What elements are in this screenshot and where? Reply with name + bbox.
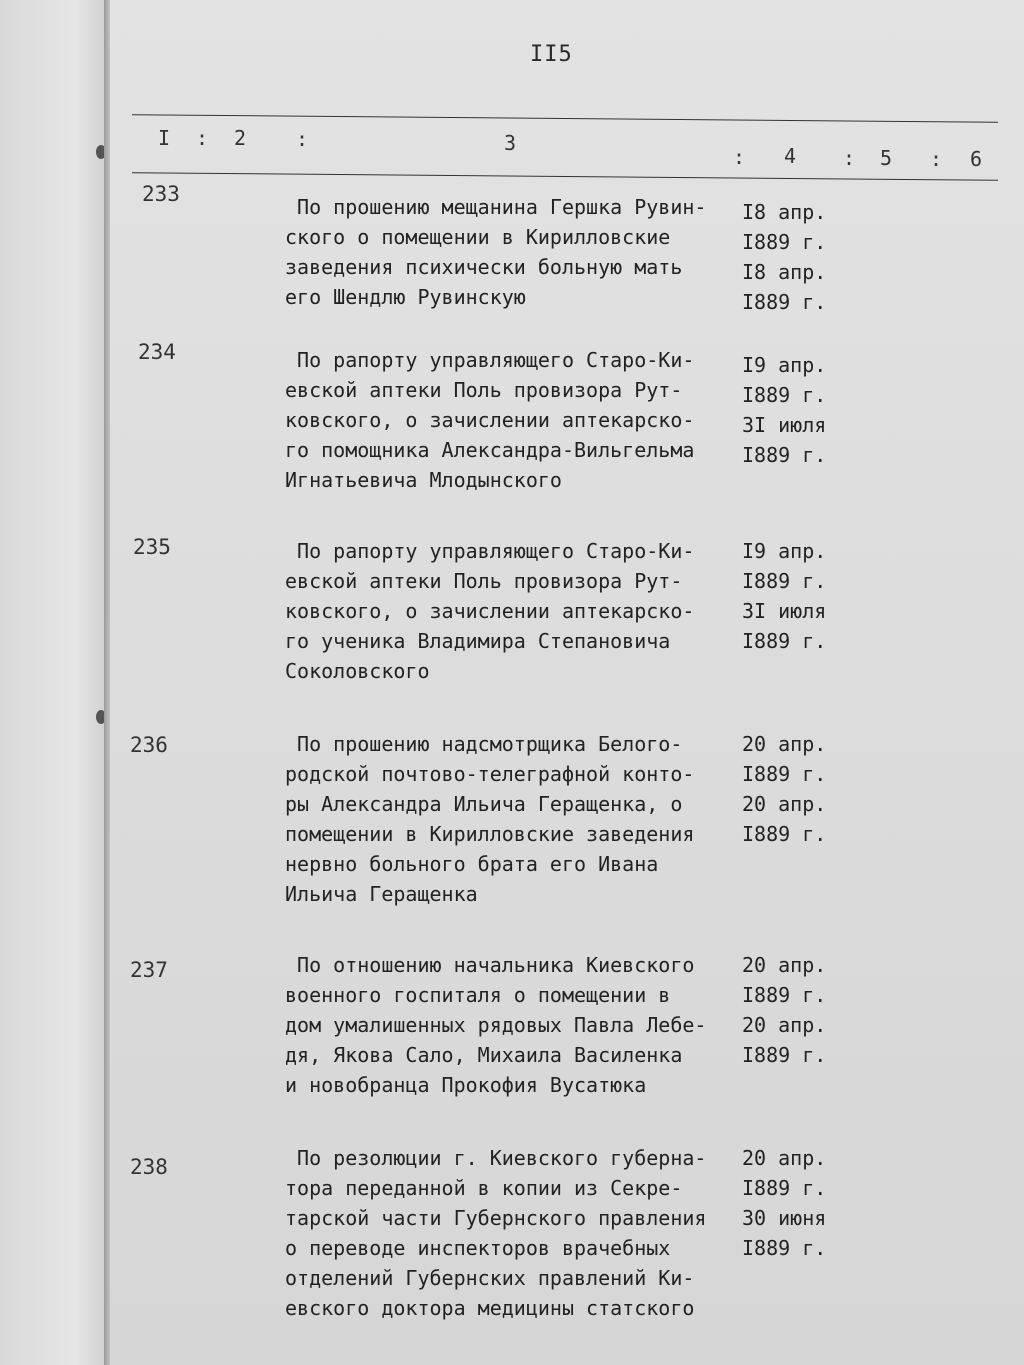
- column-separator: :: [733, 145, 746, 169]
- column-header-5: 5: [880, 146, 893, 170]
- entry-number: 238: [130, 1155, 168, 1179]
- entry-dates: I8 апр. I889 г. I8 апр. I889 г.: [742, 200, 827, 314]
- entry-number: 236: [130, 733, 168, 757]
- column-header-3: 3: [504, 131, 517, 155]
- entry-description: По прошению мещанина Гершка Рувин- ского о помещении в Кирилловские заведения психически больную мать его Шендлю Рувинскую: [285, 195, 707, 309]
- column-header-1: I: [158, 126, 171, 150]
- facing-page-edge: [0, 0, 108, 1365]
- column-header-6: 6: [970, 147, 983, 171]
- entry-number: 237: [130, 958, 168, 982]
- column-separator: :: [930, 147, 943, 171]
- column-separator: :: [296, 127, 309, 151]
- entry-dates: I9 апр. I889 г. 3I июля I889 г.: [742, 353, 827, 467]
- entry-description: По отношению начальника Киевского военного госпиталя о помещении в дом умалишенных рядовых Павла Лебе- дя, Якова Сало, Михаила Василенка и новобранца Прокофия Вусатюка: [285, 953, 707, 1097]
- entry-number: 235: [133, 535, 171, 559]
- column-separator: :: [843, 146, 856, 170]
- entry-dates: 20 апр. I889 г. 20 апр. I889 г.: [742, 732, 827, 846]
- column-header-2: 2: [234, 126, 247, 150]
- entry-number: 234: [138, 340, 176, 364]
- entry-description: По прошению надсмотрщика Белого- родской почтово-телеграфной конто- ры Александра Ильича Геращенка, о помещении в Кирилловские заведения нервно больного брата его Ивана Ильича Геращенка: [285, 732, 695, 906]
- entry-dates: 20 апр. I889 г. 30 июня I889 г.: [742, 1146, 827, 1260]
- entry-dates: I9 апр. I889 г. 3I июля I889 г.: [742, 539, 827, 653]
- entry-description: По рапорту управляющего Старо-Ки- евской аптеки Поль провизора Рут- ковского, о зачислении аптекарско- го помощника Александра-Вильгельма Игнатьевича Млодынского: [285, 348, 695, 492]
- entry-description: По резолюции г. Киевского губерна- тора переданной в копии из Секре- тарской части Губернского правления о переводе инспекторов врачебных отделений Губернских правлений Ки- евского доктора медицины статского: [285, 1146, 707, 1320]
- column-separator: :: [196, 126, 209, 150]
- entry-dates: 20 апр. I889 г. 20 апр. I889 г.: [742, 953, 827, 1067]
- column-header-4: 4: [784, 144, 797, 168]
- entry-number: 233: [142, 182, 180, 206]
- entry-description: По рапорту управляющего Старо-Ки- евской аптеки Поль провизора Рут- ковского, о зачислении аптекарско- го ученика Владимира Степановича Соколовского: [285, 539, 695, 683]
- page-number: II5: [530, 42, 573, 67]
